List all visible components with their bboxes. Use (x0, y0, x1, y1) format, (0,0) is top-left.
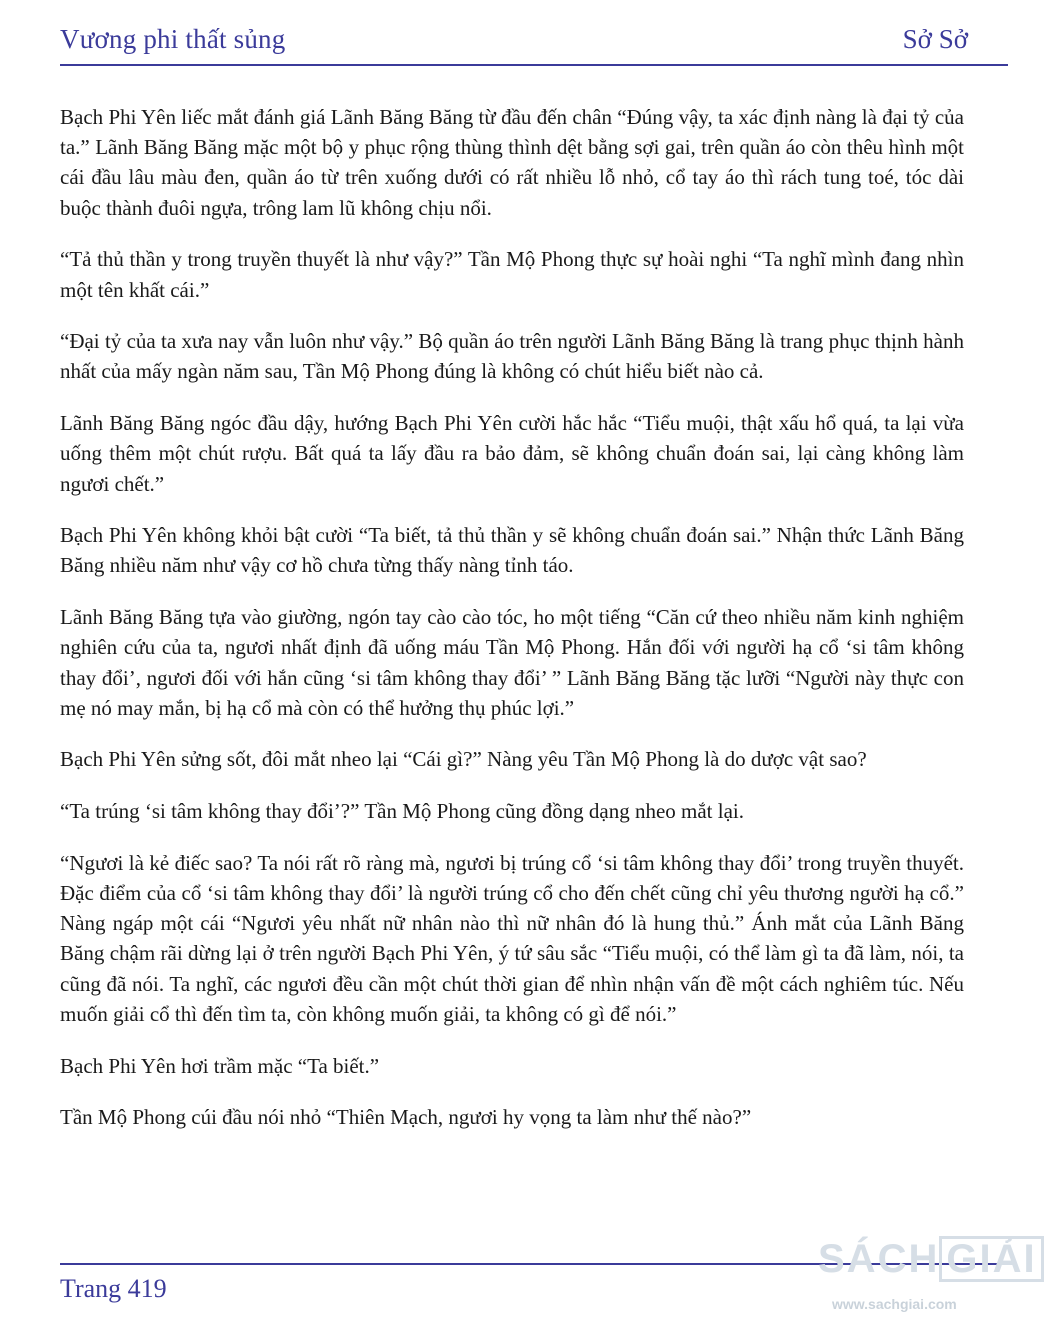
header-divider (60, 64, 1008, 66)
body-text (60, 102, 964, 1154)
paragraph: “Ngươi là kẻ điếc sao? Ta nói rất rõ ràng mà, ngươi bị trúng cổ ‘si tâm không thay đổi’ trong truyền thuyết. Đặc điểm của cổ ‘si tâm không thay đổi’ là người trúng cổ cho đến chết cũng chỉ yêu thương người hạ cổ.” Nàng ngáp một cái “Ngươi yêu nhất nữ nhân nào thì nữ nhân đó là hung thủ.” Ánh mắt của Lãnh Băng Băng chậm rãi dừng lại ở trên người Bạch Phi Yên, ý tứ sâu sắc “Tiểu muội, có thể làm gì ta đã làm, nói, ta cũng đã nói. Ta nghĩ, các ngươi đều cần một chút thời gian để nhìn nhận vấn đề một cách nghiêm túc. Nếu muốn giải cổ thì đến tìm ta, còn không muốn giải, ta không có gì để nói.” (60, 850, 964, 1026)
paragraph: Bạch Phi Yên không khỏi bật cười “Ta biết, tả thủ thần y sẽ không chuẩn đoán sai.” Nhận thức Lãnh Băng Băng nhiều năm như vậy cơ hồ chưa từng thấy nàng tỉnh táo. (60, 523, 964, 578)
book-title: Vương phi thất sủng (60, 24, 286, 54)
paragraph: “Tả thủ thần y trong truyền thuyết là như vậy?” Tần Mộ Phong thực sự hoài nghi “Ta nghĩ mình đang nhìn một tên khất cái.” (60, 247, 964, 302)
author-name: Sở Sở (902, 24, 968, 54)
paragraph: Lãnh Băng Băng tựa vào giường, ngón tay cào cào tóc, ho một tiếng “Căn cứ theo nhiều năm kinh nghiệm nghiên cứu của ta, ngươi nhất định đã uống máu Tần Mộ Phong. Hắn đối với người hạ cổ ‘si tâm không thay đổi’, ngươi đối với hắn cũng ‘si tâm không thay đổi’ ” Lãnh Băng Băng tặc lưỡi “Người này thực con mẹ nó may mắn, bị hạ cổ mà còn có thể hưởng thụ phúc lợi.” (60, 605, 964, 720)
watermark-logo-boxed-text: GIẢI (939, 1236, 1043, 1282)
paragraph: Tần Mộ Phong cúi đầu nói nhỏ “Thiên Mạch, ngươi hy vọng ta làm như thế nào?” (60, 1105, 752, 1130)
paragraph: Bạch Phi Yên hơi trầm mặc “Ta biết.” (60, 1053, 380, 1078)
paragraph: “Đại tỷ của ta xưa nay vẫn luôn như vậy.” Bộ quần áo trên người Lãnh Băng Băng là trang phục thịnh hành nhất của mấy ngàn năm sau, Tần Mộ Phong đúng là không có chút hiểu biết nào cả. (60, 329, 964, 384)
paragraph: Bạch Phi Yên liếc mắt đánh giá Lãnh Băng Băng từ đầu đến chân “Đúng vậy, ta xác định nàng là đại tỷ của ta.” Lãnh Băng Băng mặc một bộ y phục rộng thùng thình dệt bằng sợi gai, trên quần áo còn thêu hình một cái đầu lâu màu đen, quần áo từ trên xuống dưới có rất nhiều lỗ nhỏ, cổ tay áo thì rách tung toé, tóc dài buộc thành đuôi ngựa, trông lam lũ không chịu nổi. (60, 105, 964, 220)
watermark-logo (818, 1233, 1037, 1285)
paragraph: Lãnh Băng Băng ngóc đầu dậy, hướng Bạch Phi Yên cười hắc hắc “Tiểu muội, thật xấu hổ quá, ta lại vừa uống thêm một chút rượu. Bất quá ta lấy đầu ra bảo đảm, sẽ không chuẩn đoán sai, lại càng không làm ngươi chết.” (60, 411, 964, 496)
page-number: Trang 419 (60, 1274, 167, 1303)
paragraph: Bạch Phi Yên sửng sốt, đôi mắt nheo lại “Cái gì?” Nàng yêu Tần Mộ Phong là do dược vật sao? (60, 747, 867, 772)
watermark-logo-text: SÁCH (818, 1237, 940, 1281)
paragraph: “Ta trúng ‘si tâm không thay đổi’?” Tần Mộ Phong cũng đồng dạng nheo mắt lại. (60, 799, 745, 824)
watermark-url: www.sachgiai.com (832, 1296, 957, 1312)
